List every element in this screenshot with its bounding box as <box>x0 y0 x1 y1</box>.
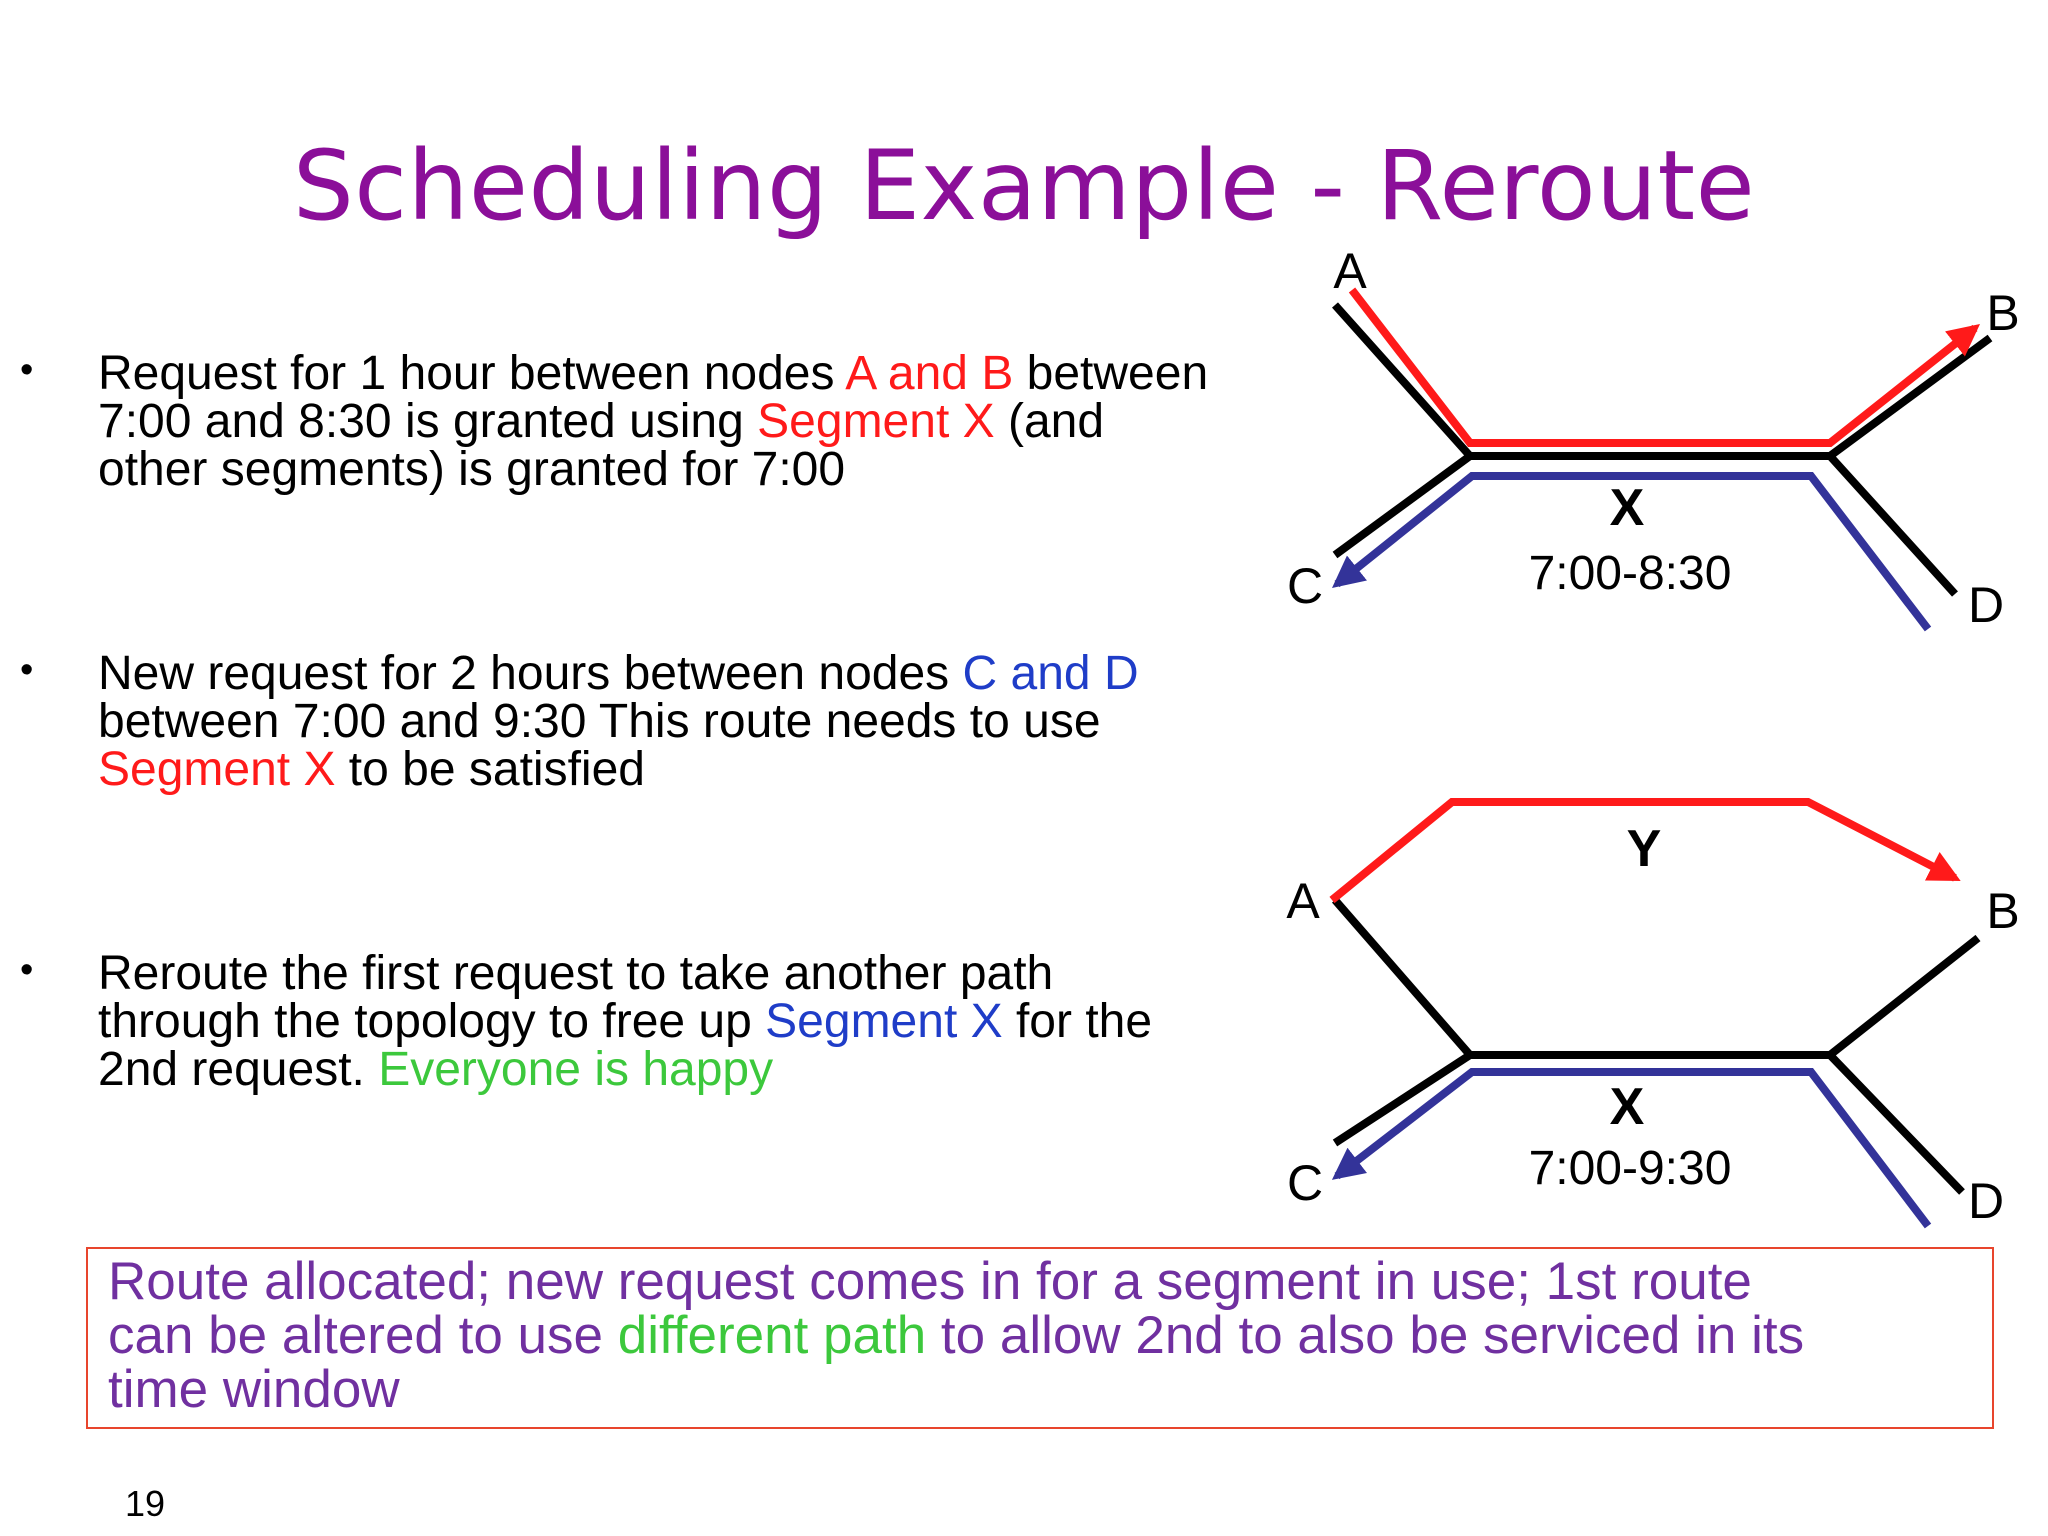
bullet-dot: • <box>20 349 34 391</box>
time-window-label: 7:00-9:30 <box>1528 1142 1732 1195</box>
time-window-label: 7:00-8:30 <box>1528 547 1732 600</box>
bullet-dot: • <box>20 649 34 691</box>
diagram-bottom <box>1286 802 2019 1229</box>
node-b-label: B <box>1986 285 2020 341</box>
summary-box: Route allocated; new request comes in for a segment in use; 1st route can be altered to use different path to allow 2nd to also be serviced in its time window <box>86 1247 1994 1429</box>
node-d-label: D <box>1967 577 2005 633</box>
segment-x-label: X <box>1609 1078 1645 1136</box>
node-c-label: C <box>1286 558 1324 614</box>
node-b-label: B <box>1986 883 2020 939</box>
slide-title: Scheduling Example - Reroute <box>292 130 1756 242</box>
bullet-1-text: Request for 1 hour between nodes A and B between 7:00 and 8:30 is granted using Segment X (and other segments) is granted for 7:00 <box>98 347 1209 496</box>
node-d-label: D <box>1967 1173 2005 1229</box>
link-b-right <box>1830 338 1990 456</box>
page-number: 19 <box>125 1483 166 1524</box>
node-a-label: A <box>1286 873 1320 929</box>
link-a-left <box>1335 305 1470 456</box>
bullet-3-text: Reroute the first request to take another path through the topology to free up Segment X for the 2nd request. Everyone is happy <box>98 947 1153 1096</box>
link-c-left <box>1335 456 1470 555</box>
node-a-label: A <box>1333 243 1367 299</box>
node-c-label: C <box>1286 1155 1324 1211</box>
bullet-dot: • <box>20 949 34 991</box>
segment-x-label: X <box>1609 479 1645 537</box>
link-b-right <box>1830 938 1978 1055</box>
bullet-2-text: New request for 2 hours between nodes C and D between 7:00 and 9:30 This route needs to use Segment X to be satisfied <box>98 647 1139 796</box>
diagram-top <box>1287 243 2020 633</box>
link-a-left <box>1335 900 1470 1055</box>
segment-y-label: Y <box>1626 820 1662 878</box>
